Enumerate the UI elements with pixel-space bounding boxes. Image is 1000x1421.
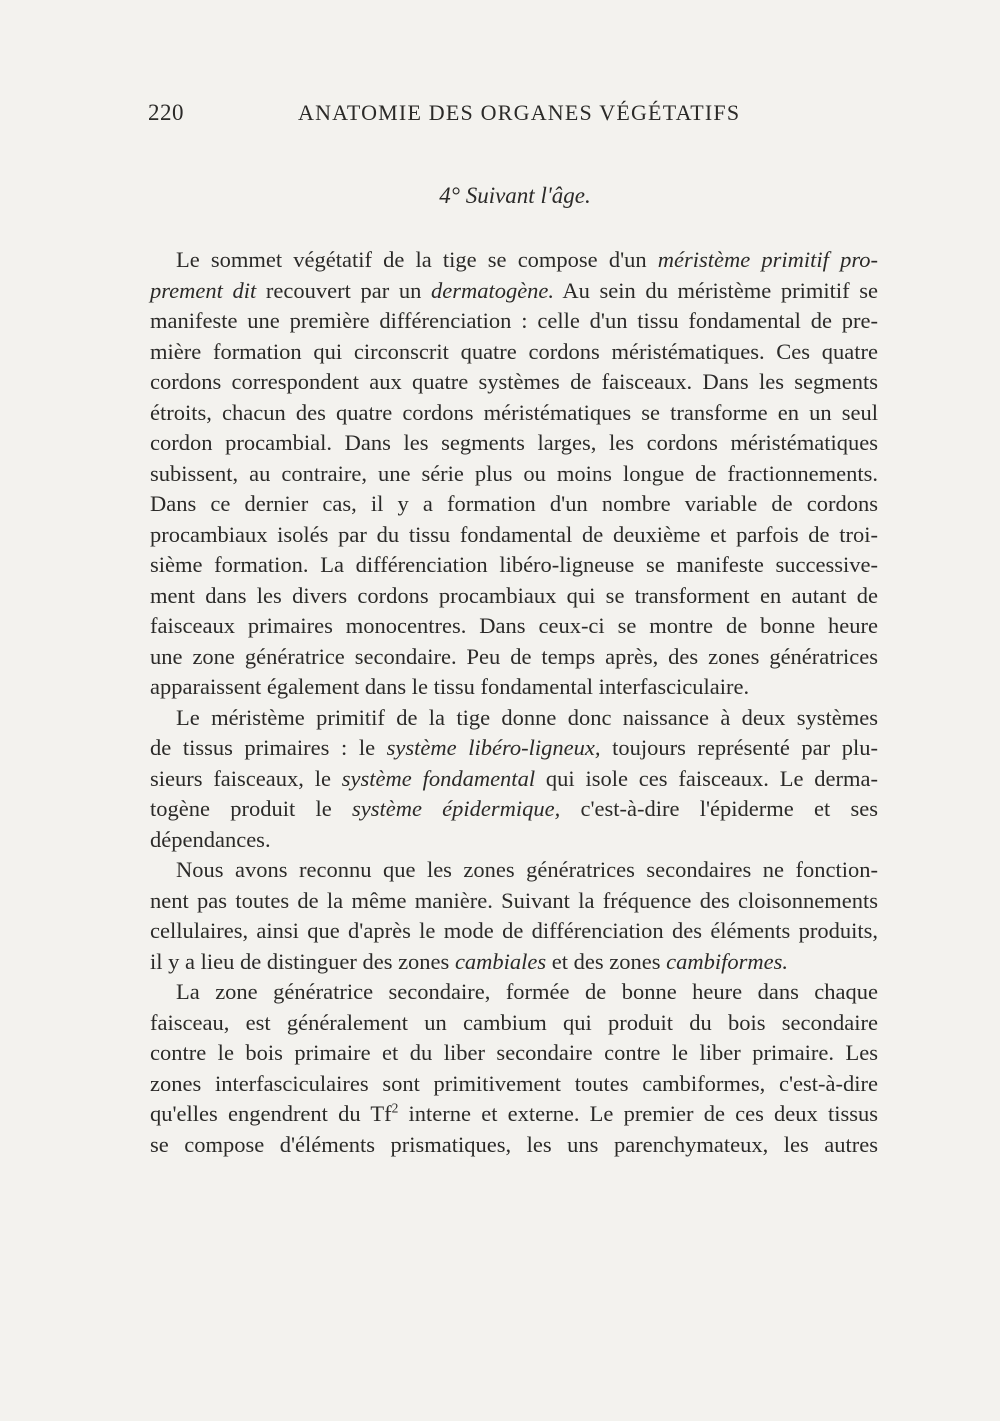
text-line — [150, 672, 878, 703]
text-span: apparaissent également dans le tissu fondamental interfasciculaire. — [150, 674, 750, 699]
text-span: de tissus primaires : le — [150, 735, 387, 760]
text-line — [150, 1069, 878, 1100]
text-span: sième formation. La différenciation libéro-ligneuse se manifeste successive- — [150, 552, 878, 577]
text-span: manifeste une première différenciation : celle d'un tissu fondamental de pre- — [150, 308, 878, 333]
text-span: ment dans les divers cordons procambiaux qui se transforment en autant de — [150, 582, 878, 608]
text-line — [150, 825, 878, 856]
text-span: faisceau, est généralement un cambium qui produit du bois secondaire — [150, 1009, 878, 1035]
text-line — [150, 794, 878, 825]
italic-term: cambiformes. — [666, 948, 789, 974]
text-span: interne et externe. Le premier de ces deux tissus — [398, 1101, 878, 1126]
text-line — [150, 276, 878, 307]
text-line — [150, 428, 878, 459]
text-line — [150, 550, 878, 581]
text-line — [150, 977, 878, 1008]
text-line — [150, 642, 878, 673]
text-span: nent pas toutes de la même manière. Suivant la fréquence des cloisonnements — [150, 887, 878, 913]
body-text — [150, 245, 878, 1160]
text-span: cellulaires, ainsi que d'après le mode de différenciation des éléments produits, — [150, 918, 878, 943]
italic-term: dermatogène. — [430, 277, 555, 303]
text-line — [150, 1008, 878, 1039]
text-span: c'est-à-dire l'épiderme et ses — [560, 796, 878, 821]
text-line — [150, 1099, 878, 1130]
running-title: ANATOMIE DES ORGANES VÉGÉTATIFS — [298, 100, 741, 125]
text-span: Le sommet végétatif de la tige se compose d'un — [176, 247, 658, 272]
text-span: étroits, chacun des quatre cordons méristématiques se transforme en un seul — [150, 399, 878, 425]
text-line — [150, 367, 878, 398]
section-heading: 4° Suivant l'âge. — [439, 183, 591, 208]
text-span: procambiaux isolés par du tissu fondamental de deuxième et parfois de troi- — [150, 521, 878, 547]
text-span: cordons correspondent aux quatre systèmes de faisceaux. Dans les segments — [150, 369, 878, 394]
text-span: togène produit le — [150, 796, 352, 821]
text-line — [150, 886, 878, 917]
text-span: La zone génératrice secondaire, formée de bonne heure dans chaque — [176, 979, 878, 1004]
text-span: faisceaux primaires monocentres. Dans ceux-ci se montre de bonne heure — [150, 613, 878, 638]
text-line — [150, 520, 878, 551]
text-span: contre le bois primaire et du liber secondaire contre le liber primaire. Les — [150, 1040, 878, 1065]
text-line — [150, 306, 878, 337]
text-span: il y a lieu de distinguer des zones — [150, 948, 455, 974]
text-line — [150, 1130, 878, 1161]
text-span: mière formation qui circonscrit quatre cordons méristématiques. Ces quatre — [150, 338, 878, 364]
superscript: 2 — [391, 1100, 399, 1116]
text-line — [150, 733, 878, 764]
text-line — [150, 337, 878, 368]
text-line — [150, 916, 878, 947]
text-span: Dans ce dernier cas, il y a formation d'un nombre variable de cordons — [150, 491, 878, 516]
text-line — [150, 611, 878, 642]
text-span: sieurs faisceaux, le — [150, 765, 342, 791]
text-line — [150, 459, 878, 490]
text-span: zones interfasciculaires sont primitivement toutes cambiformes, c'est-à-dire — [150, 1070, 878, 1096]
text-line — [150, 947, 878, 978]
text-span: Le méristème primitif de la tige donne donc naissance à deux systèmes — [176, 704, 878, 730]
italic-term: système libéro-ligneux, — [386, 735, 601, 760]
text-line — [150, 581, 878, 612]
text-span: subissent, au contraire, une série plus ou moins longue de fractionnements. — [150, 460, 878, 486]
text-span: et des zones — [546, 948, 667, 974]
text-line — [150, 489, 878, 520]
text-line — [150, 398, 878, 429]
text-span: qui isole ces faisceaux. Le derma- — [535, 765, 878, 791]
text-line — [150, 764, 878, 795]
text-span: recouvert par un — [256, 277, 431, 303]
italic-term: système épidermique, — [351, 796, 561, 821]
italic-term: méristème primitif pro- — [657, 247, 878, 272]
italic-term: cambiales — [454, 948, 547, 974]
italic-term: système fondamental — [341, 765, 536, 791]
text-span: Nous avons reconnu que les zones génératrices secondaires ne fonction- — [176, 857, 878, 882]
text-span: qu'elles engendrent du Tf — [150, 1101, 392, 1126]
page-number: 220 — [148, 100, 184, 125]
text-span: se compose d'éléments prismatiques, les uns parenchymateux, les autres — [150, 1131, 878, 1157]
text-span: toujours représenté par plu- — [600, 735, 878, 760]
text-line — [150, 855, 878, 886]
italic-term: prement dit — [150, 277, 257, 303]
text-line — [150, 703, 878, 734]
text-line — [150, 245, 878, 276]
text-line — [150, 1038, 878, 1069]
text-span: cordon procambial. Dans les segments larges, les cordons méristématiques — [150, 430, 878, 455]
text-span: Au sein du méristème primitif se — [554, 277, 878, 303]
text-span: une zone génératrice secondaire. Peu de temps après, des zones génératrices — [150, 643, 878, 669]
text-span: dépendances. — [150, 826, 271, 852]
